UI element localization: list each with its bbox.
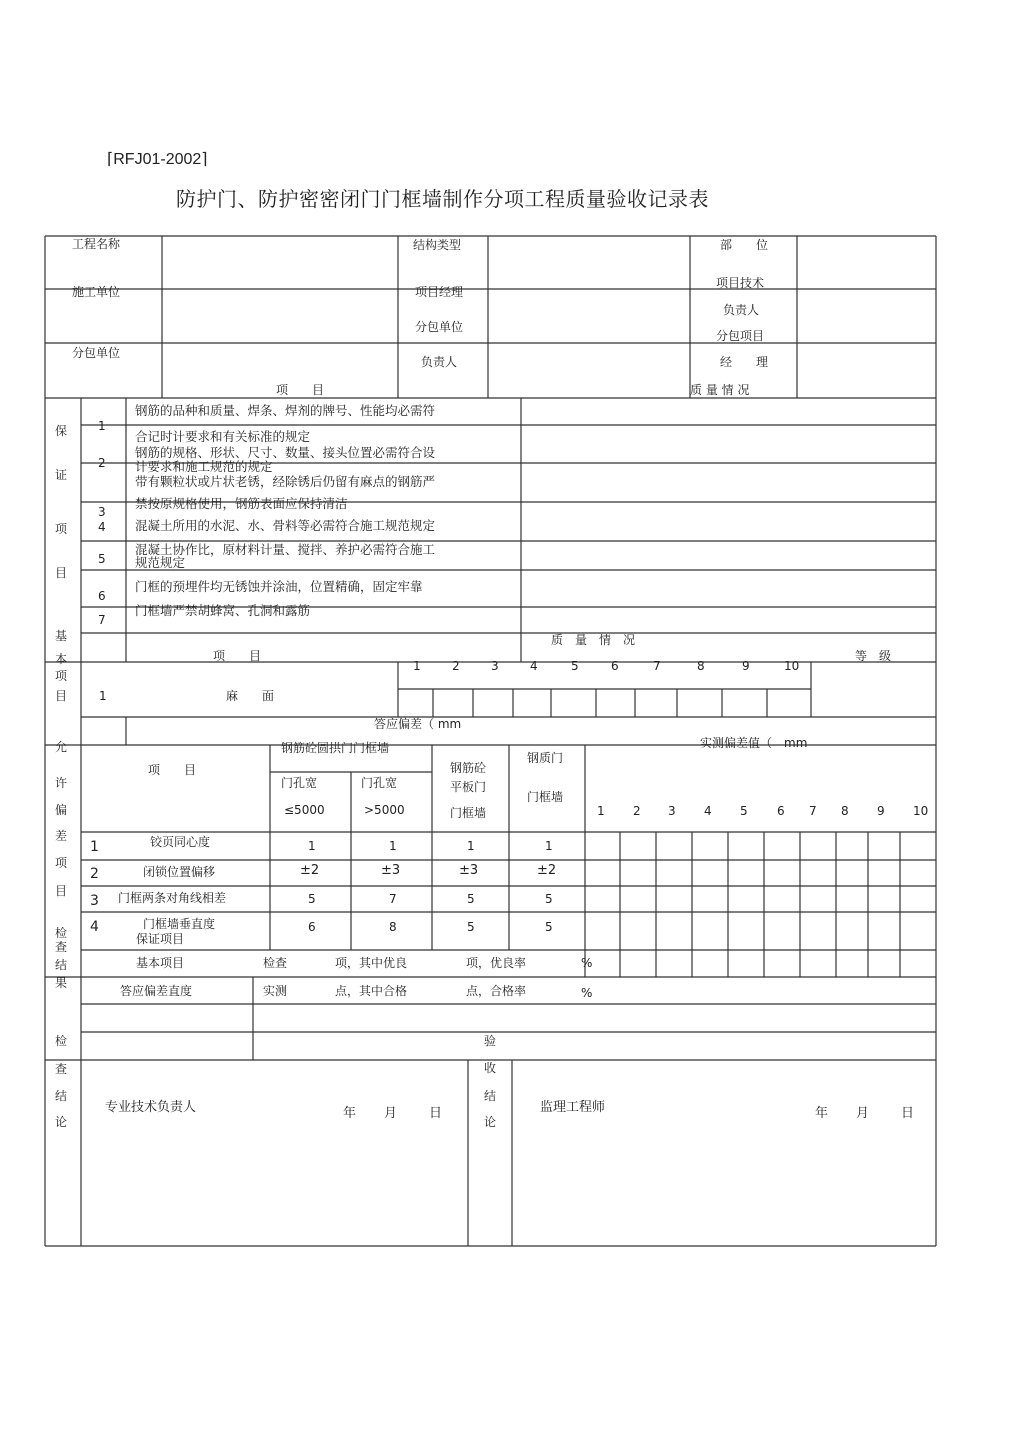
table-cell: ±3 — [381, 863, 401, 878]
conclusion-right-side-2: 收 — [484, 1061, 497, 1075]
table-row-no: 2 — [90, 866, 99, 882]
guarantee-text: 合记时计要求和有关标准的规定 — [135, 429, 311, 444]
measured-col-num: 2 — [633, 804, 641, 818]
table-cell: 5 — [467, 892, 475, 906]
guarantee-no: 4 — [98, 520, 106, 534]
col-a-line1: 门孔宽 — [281, 776, 318, 790]
table-cell: ±2 — [300, 863, 320, 878]
tolerance-side-3: 偏 — [55, 803, 68, 817]
measured-col-num: 3 — [668, 804, 676, 818]
check-allowed-text: 实测 — [263, 984, 288, 998]
basic-side-2: 本 — [55, 652, 68, 666]
measured-col-num: 8 — [841, 804, 849, 818]
tolerance-side-4: 差 — [55, 829, 68, 843]
left-signer-label: 专业技术负责人 — [105, 1100, 197, 1115]
col-c-line3: 门框墙 — [450, 806, 487, 820]
guarantee-text: 钢筋的规格、形状、尺寸、数量、接头位置必需符合设 — [135, 445, 436, 460]
guarantee-side-2: 证 — [55, 468, 68, 482]
guarantee-no: 5 — [98, 552, 106, 566]
label-part: 部 位 — [720, 238, 769, 252]
measured-col-num: 5 — [740, 804, 748, 818]
guarantee-no: 1 — [98, 419, 106, 433]
label-tech-lead-1: 项目技术 — [716, 276, 765, 290]
basic-side-3: 项 — [55, 669, 68, 683]
left-year-label: 年 — [343, 1106, 357, 1121]
check-basic-item: 基本项目 — [136, 956, 185, 970]
col-b-line1: 门孔宽 — [361, 776, 398, 790]
check-basic-percent: % — [581, 956, 593, 970]
table-cell: 7 — [389, 892, 397, 906]
col-a-line2: ≤5000 — [284, 803, 325, 817]
form-code: ⌈RFJ01-2002⌉ — [107, 151, 208, 168]
check-allowed-item: 答应偏差直度 — [120, 984, 193, 998]
col-d-line2: 门框墙 — [527, 790, 564, 804]
guarantee-text: 混凝土协作比，原材料计量、搅拌、养护必需符合施工 — [135, 542, 436, 557]
right-month-label: 月 — [856, 1106, 870, 1121]
table-cell: 5 — [545, 892, 553, 906]
basic-col-num: 5 — [571, 659, 579, 673]
left-month-label: 月 — [384, 1106, 398, 1121]
check-side-3: 结 — [55, 958, 68, 972]
check-basic-text: 项，优良率 — [466, 956, 527, 970]
guarantee-no: 2 — [98, 456, 106, 470]
label-sub-project: 分包项目 — [716, 329, 765, 343]
page-title: 防护门、防护密密闭门门框墙制作分项工程质量验收记录表 — [176, 187, 709, 211]
arch-group-header: 钢筋砼圆拱门门框墙 — [281, 741, 390, 755]
table-cell: 8 — [389, 920, 397, 934]
table-row-name: 门框墙垂直度 — [143, 917, 216, 931]
label-tech-lead-2: 负责人 — [723, 303, 760, 317]
basic-item-header: 项 目 — [213, 649, 262, 663]
guarantee-no: 3 — [98, 505, 106, 519]
guarantee-text: 禁按原规格使用，钢筋表面应保持清洁 — [135, 496, 348, 511]
basic-col-num: 7 — [653, 659, 661, 673]
label-item: 项 目 — [276, 383, 325, 397]
table-row-no: 3 — [90, 893, 99, 909]
tolerance-side-5: 项 — [55, 856, 68, 870]
conclusion-right-side-3: 结 — [484, 1089, 497, 1103]
table-cell: ±3 — [459, 863, 479, 878]
basic-row-name: 麻 面 — [226, 689, 275, 703]
basic-col-num: 6 — [611, 659, 619, 673]
guarantee-text: 钢筋的品种和质量、焊条、焊剂的牌号、性能均必需符 — [135, 403, 436, 418]
check-side-2: 查 — [55, 940, 68, 954]
measured-col-num: 4 — [704, 804, 712, 818]
check-allowed-text: 点，合格率 — [466, 984, 527, 998]
right-signer-label: 监理工程师 — [540, 1100, 606, 1115]
allowed-deviation-header: 答应偏差（ mm — [374, 717, 462, 731]
check-side-1: 检 — [55, 926, 68, 940]
label-structure-type: 结构类型 — [413, 238, 462, 252]
table-row-no: 1 — [90, 839, 99, 855]
label-responsible: 负责人 — [421, 355, 458, 369]
table-cell: 5 — [467, 920, 475, 934]
basic-row-no: 1 — [99, 689, 107, 703]
tolerance-item-header: 项 目 — [148, 763, 197, 777]
table-cell: ±2 — [537, 863, 557, 878]
basic-side-4: 目 — [55, 689, 68, 703]
tolerance-side-1: 允 — [55, 740, 68, 754]
guarantee-side-3: 项 — [55, 522, 68, 536]
guarantee-text: 门框墙严禁胡蜂窝、孔洞和露筋 — [135, 603, 311, 618]
basic-col-num: 4 — [530, 659, 538, 673]
basic-grade-header: 等 级 — [855, 649, 892, 663]
measured-col-num: 7 — [809, 804, 817, 818]
measured-col-num: 1 — [597, 804, 605, 818]
right-year-label: 年 — [815, 1106, 829, 1121]
table-cell: 5 — [545, 920, 553, 934]
tolerance-side-6: 目 — [55, 884, 68, 898]
check-basic-text: 检查 — [263, 956, 288, 970]
conclusion-right-side-1: 验 — [484, 1034, 497, 1048]
label-sub-unit-a: 分包单位 — [415, 320, 464, 334]
table-row-name: 门框两条对角线相差 — [118, 891, 227, 905]
guarantee-no: 7 — [98, 613, 106, 627]
col-d-line1: 钢质门 — [527, 751, 564, 765]
table-cell: 1 — [467, 839, 475, 853]
table-cell: 5 — [308, 892, 316, 906]
guarantee-text: 带有颗粒状或片状老锈，经除锈后仍留有麻点的钢筋严 — [135, 474, 436, 489]
guarantee-text: 规范规定 — [135, 555, 186, 570]
guarantee-side-1: 保 — [55, 424, 68, 438]
conclusion-left-side-3: 结 — [55, 1089, 68, 1103]
basic-col-num: 3 — [491, 659, 499, 673]
conclusion-left-side-2: 查 — [55, 1062, 68, 1076]
conclusion-left-side-1: 检 — [55, 1034, 68, 1048]
basic-col-num: 8 — [697, 659, 705, 673]
check-basic-text: 项，其中优良 — [335, 956, 408, 970]
measured-col-num: 10 — [913, 804, 929, 818]
label-sub-unit: 分包单位 — [72, 346, 121, 360]
label-project-manager: 项目经理 — [415, 285, 464, 299]
basic-col-num: 2 — [452, 659, 460, 673]
measured-col-num: 9 — [877, 804, 885, 818]
guarantee-text: 门框的预埋件均无锈蚀并涂油，位置精确，固定牢靠 — [135, 579, 423, 594]
label-construction-unit: 施工单位 — [72, 285, 121, 299]
tolerance-side-2: 许 — [55, 776, 68, 790]
guarantee-text: 混凝土所用的水泥、水、骨料等必需符合施工规范规定 — [135, 518, 436, 533]
table-row-name: 铰页同心度 — [150, 835, 211, 849]
guarantee-text: 计要求和施工规范的规定 — [135, 459, 273, 474]
basic-col-num: 10 — [784, 659, 800, 673]
basic-col-num: 1 — [413, 659, 421, 673]
basic-col-num: 9 — [742, 659, 750, 673]
conclusion-left-side-4: 论 — [55, 1115, 68, 1129]
guarantee-no: 6 — [98, 589, 106, 603]
col-c-line1: 钢筋砼 — [450, 761, 487, 775]
label-project-name: 工程名称 — [72, 237, 121, 251]
measured-deviation-header: 实测偏差值（ mm — [700, 736, 808, 750]
check-guarantee-item: 保证项目 — [136, 932, 185, 946]
table-cell: 1 — [389, 839, 397, 853]
basic-quality-header: 质 量 情 况 — [551, 633, 636, 647]
check-allowed-text: 点，其中合格 — [335, 984, 408, 998]
table-cell: 1 — [545, 839, 553, 853]
measured-col-num: 6 — [777, 804, 785, 818]
guarantee-side-4: 目 — [55, 566, 68, 580]
table-row-no: 4 — [90, 919, 99, 935]
basic-side-1: 基 — [55, 629, 68, 643]
col-c-line2: 平板门 — [450, 780, 487, 794]
label-quality-status: 质 量 情 况 — [690, 383, 750, 397]
conclusion-right-side-4: 论 — [484, 1115, 497, 1129]
label-manager: 经 理 — [720, 355, 769, 369]
table-cell: 6 — [308, 920, 316, 934]
table-row-name: 闭锁位置偏移 — [143, 865, 216, 879]
check-allowed-percent: % — [581, 986, 593, 1000]
check-side-4: 果 — [55, 976, 68, 990]
left-day-label: 日 — [429, 1106, 443, 1121]
right-day-label: 日 — [901, 1106, 915, 1121]
table-cell: 1 — [308, 839, 316, 853]
col-b-line2: >5000 — [364, 803, 405, 817]
